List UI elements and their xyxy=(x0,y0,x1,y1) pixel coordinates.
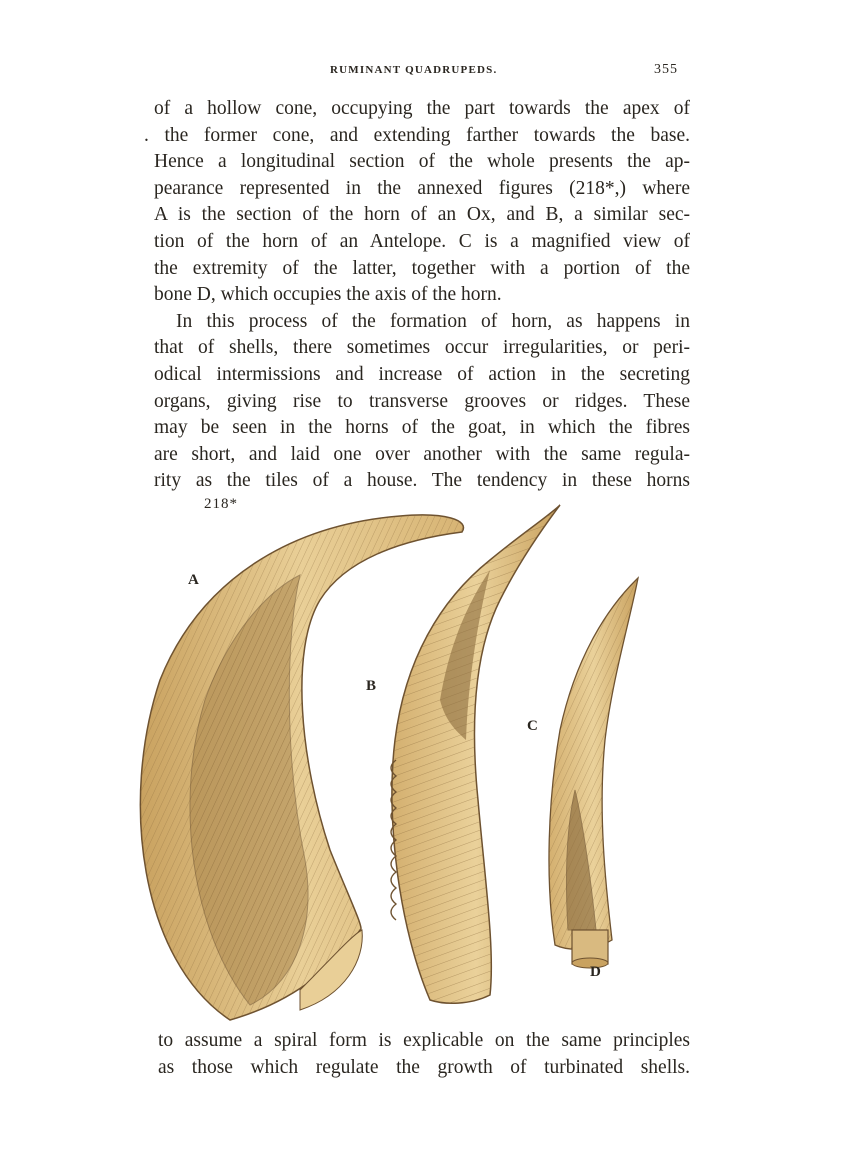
text-line: are short, and laid one over another with the same regula- xyxy=(154,443,690,465)
text-line: bone D, which occupies the axis of the horn. xyxy=(154,284,502,306)
text-line: Hence a longitudinal section of the whole presents the ap- xyxy=(154,151,690,173)
text-line: A is the section of the horn of an Ox, and B, a similar sec- xyxy=(154,204,690,226)
text-line: tion of the horn of an Antelope. C is a magnified view of xyxy=(154,230,690,252)
figure-label-a: A xyxy=(188,572,199,588)
text-line: that of shells, there sometimes occur irregularities, or peri- xyxy=(154,337,690,359)
text-line: as those which regulate the growth of turbinated shells. xyxy=(158,1056,690,1078)
figure-label-c: C xyxy=(527,718,538,734)
page-number: 355 xyxy=(654,62,678,77)
text-line: to assume a spiral form is explicable on the same principles xyxy=(158,1030,690,1051)
horn-b-section xyxy=(391,505,560,1003)
running-head-title: RUMINANT QUADRUPEDS. xyxy=(330,64,498,76)
text-line: . the former cone, and extending farther towards the base. xyxy=(144,124,690,146)
text-line: pearance represented in the annexed figures (218*,) where xyxy=(154,177,690,199)
text-line: In this process of the formation of horn, as happens in xyxy=(176,310,690,332)
figure-label-d: D xyxy=(590,964,601,980)
figure-label-b: B xyxy=(366,678,377,694)
text-line: the extremity of the latter, together with a portion of the xyxy=(154,257,690,279)
figure-number: 218* xyxy=(204,496,238,512)
text-line: rity as the tiles of a house. The tendency in these horns xyxy=(154,470,690,492)
text-line: may be seen in the horns of the goat, in which the fibres xyxy=(154,417,690,439)
horn-c-magnified-tip xyxy=(549,578,638,968)
text-line: odical intermissions and increase of action in the secreting xyxy=(154,363,690,385)
continuation-paragraph xyxy=(158,1028,690,1081)
text-line: organs, giving rise to transverse grooves or ridges. These xyxy=(154,390,690,412)
text-line: of a hollow cone, occupying the part towards the apex of xyxy=(154,98,690,119)
